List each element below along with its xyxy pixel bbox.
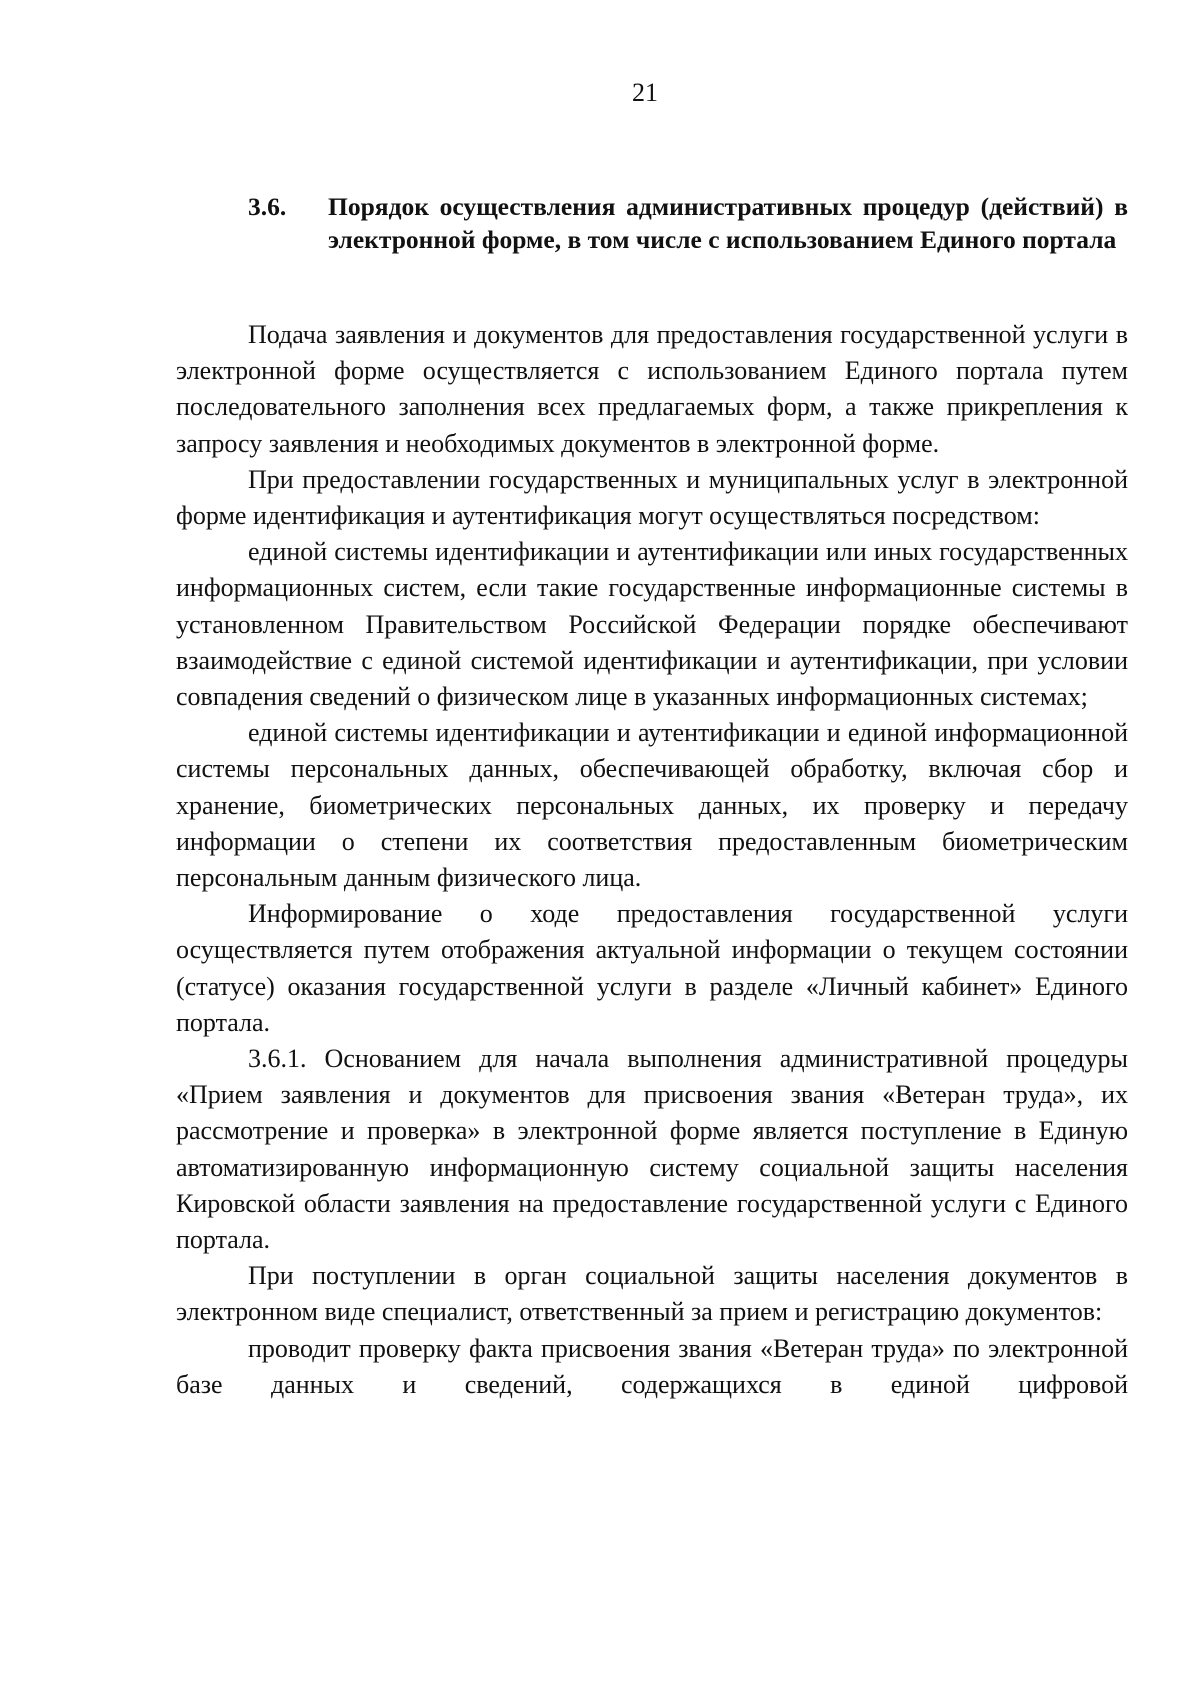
section-number: 3.6. bbox=[248, 192, 287, 221]
paragraph-identification-intro: При предоставлении государственных и муниципальных услуг в электронной форме идентификация и аутентификация могут осуществляться посредством: bbox=[176, 464, 1128, 531]
section-title: Порядок осуществления административных процедур (действий) в электронной форме, в том числе с использованием Единого портала bbox=[328, 192, 1128, 254]
body-text bbox=[176, 317, 1128, 1403]
paragraph-application-submission: Подача заявления и документов для предоставления государственной услуги в электронной форме осуществляется с использованием Единого портала путем последовательного заполнения всех предлагаемых форм, а также прикрепления к запросу заявления и необходимых документов в электронной форме. bbox=[176, 320, 1128, 458]
paragraph-biometrics: единой системы идентификации и аутентификации и единой информационной системы персональных данных, обеспечивающей обработку, включая сбор и хранение, биометрических персональных данных, их проверку и передачу информации о степени их соответствия предоставленным биометрическим персональным данным физического лица. bbox=[176, 718, 1128, 893]
paragraph-status-info: Информирование о ходе предоставления государственной услуги осуществляется путем отображения актуальной информации о текущем состоянии (статусе) оказания государственной услуги в разделе «Личный кабинет» Единого портала. bbox=[176, 899, 1128, 1037]
section-heading bbox=[248, 190, 1128, 256]
page-number: 21 bbox=[632, 78, 658, 107]
paragraph-verification: проводит проверку факта присвоения звания «Ветеран труда» по электронной базе данных и сведений, содержащихся в единой цифровой bbox=[176, 1333, 1128, 1399]
paragraph-esia: единой системы идентификации и аутентификации или иных государственных информационных систем, если такие государственные информационные системы в установленном Правительством Российской Федерации порядке обеспечивают взаимодействие с единой системой идентификации и аутентификации, при условии совпадения сведений о физическом лице в указанных информационных системах; bbox=[176, 537, 1128, 712]
paragraph-3-6-1: 3.6.1. Основанием для начала выполнения административной процедуры «Прием заявления и документов для присвоения звания «Ветеран труда», их рассмотрение и проверка» в электронной форме является поступление в Единую автоматизированную информационную систему социальной защиты населения Кировской области заявления на предоставление государственной услуги с Единого портала. bbox=[176, 1044, 1128, 1255]
paragraph-registration-specialist: При поступлении в орган социальной защиты населения документов в электронном виде специалист, ответственный за прием и регистрацию документов: bbox=[176, 1261, 1128, 1327]
